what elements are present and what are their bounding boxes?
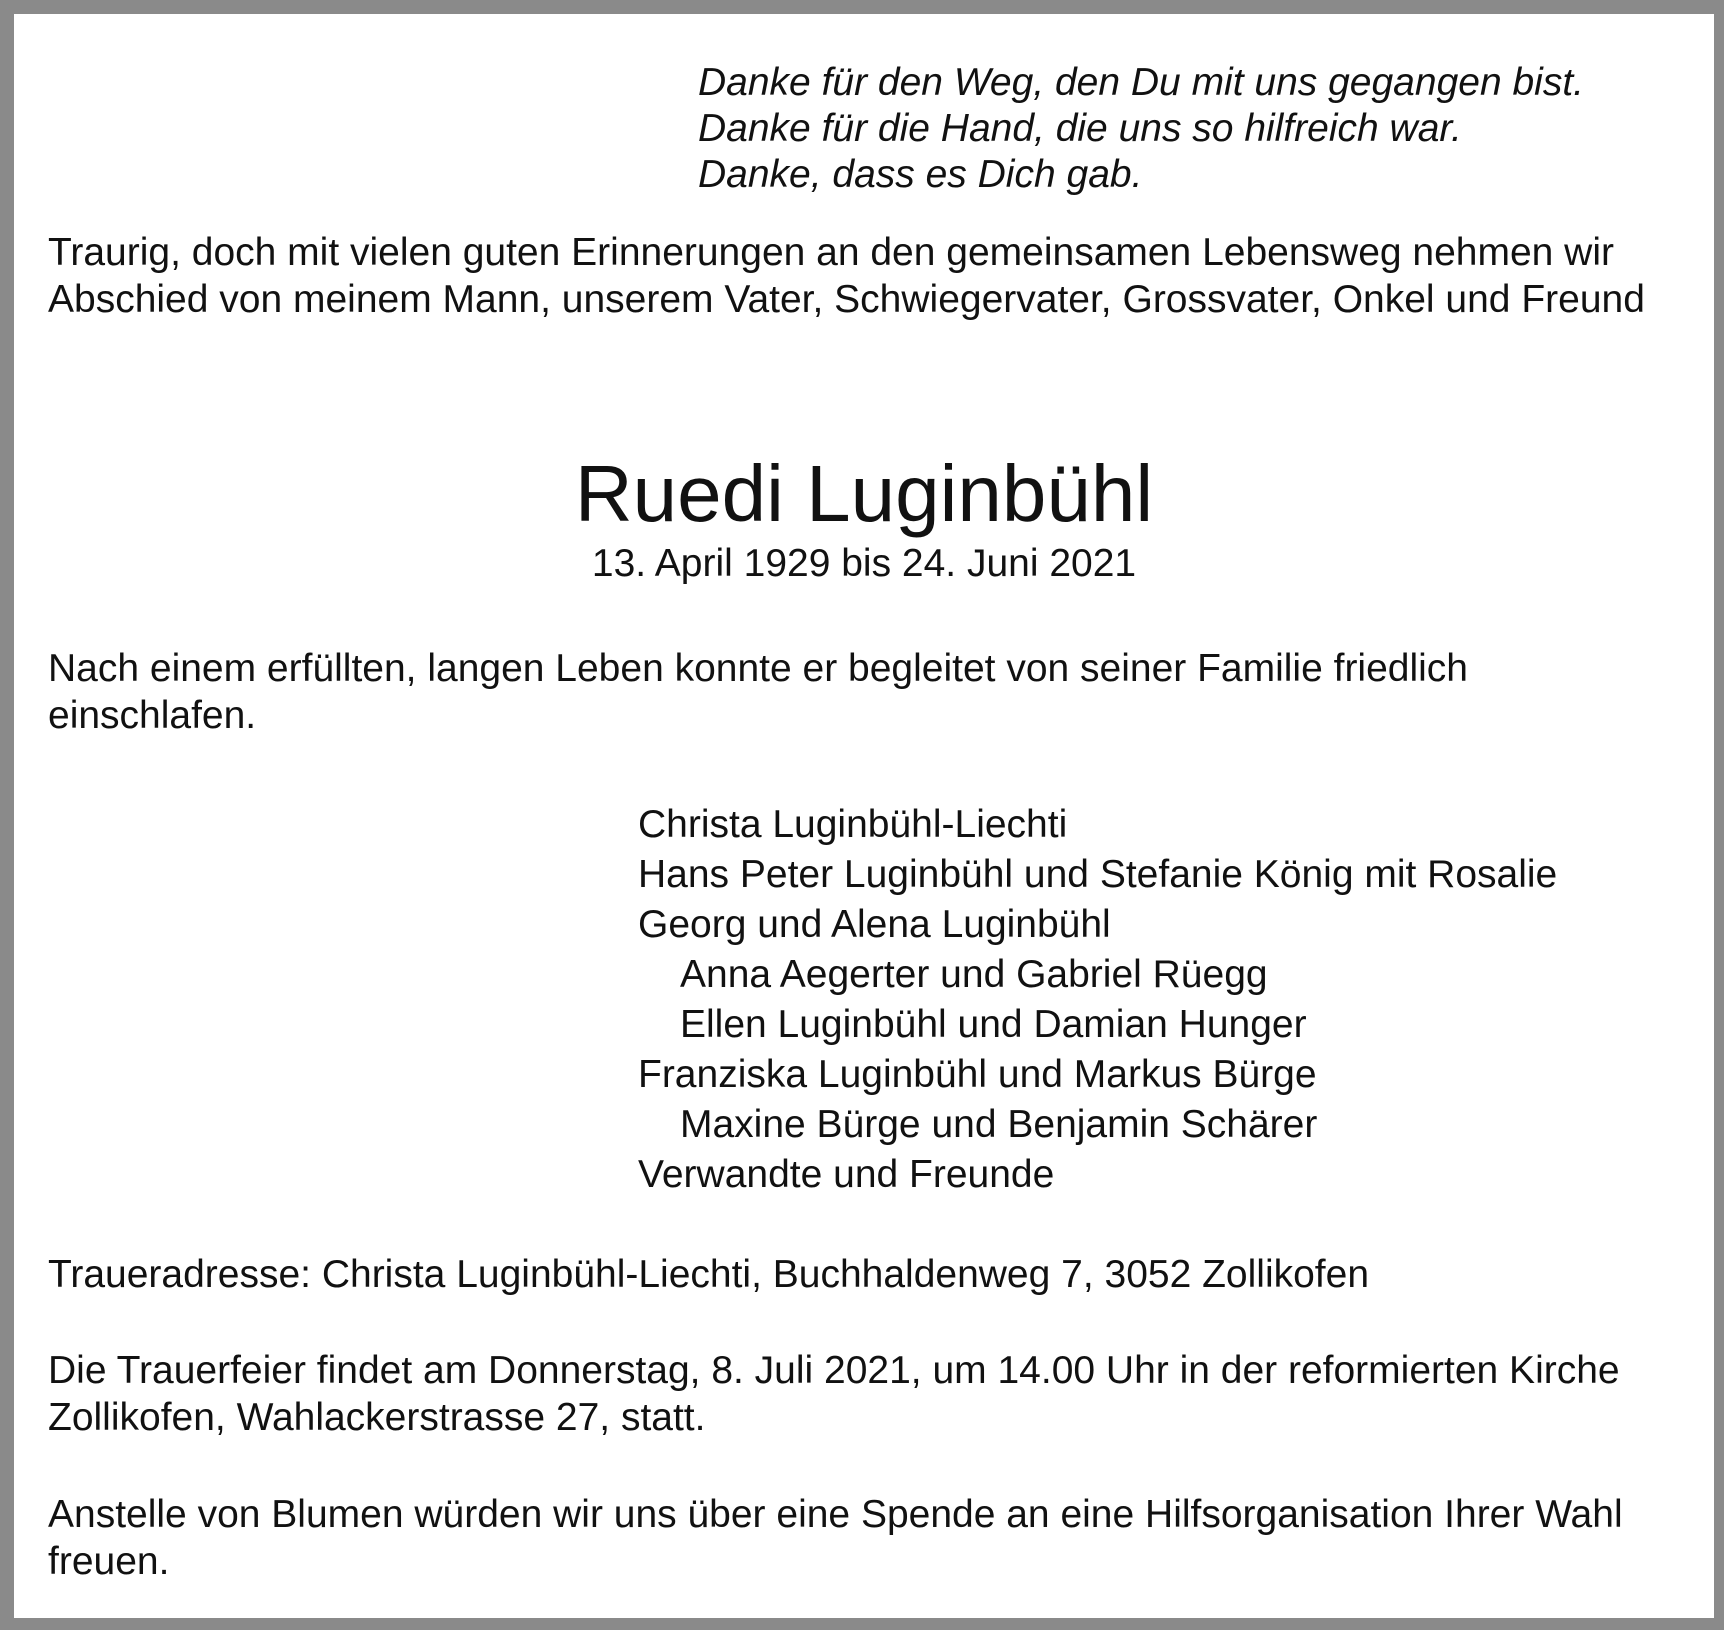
mourning-address: Traueradresse: Christa Luginbühl-Liechti, Buchhaldenweg 7, 3052 Zollikofen <box>48 1253 1370 1296</box>
verse-line: Danke, dass es Dich gab. <box>698 153 1143 196</box>
deceased-name: Ruedi Luginbühl <box>574 449 1154 538</box>
ceremony-info: Die Trauerfeier findet am Donnerstag, 8. Juli 2021, um 14.00 Uhr in der reformierten Kirche Zollikofen, Wahlackerstrasse 27, statt. <box>48 1349 1620 1439</box>
verse <box>698 60 1584 198</box>
mourner-grandchild: Maxine Bürge und Benjamin Schärer <box>680 1103 1318 1146</box>
passing-text: Nach einem erfüllten, langen Leben konnte er begleitet von seiner Familie friedlich einschlafen. <box>48 647 1468 737</box>
mourner-grandchild: Ellen Luginbühl und Damian Hunger <box>680 1003 1307 1046</box>
mourner: Verwandte und Freunde <box>638 1153 1055 1196</box>
mourner: Hans Peter Luginbühl und Stefanie König mit Rosalie <box>638 853 1558 896</box>
life-dates: 13. April 1929 bis 24. Juni 2021 <box>591 542 1137 585</box>
verse-line: Danke für den Weg, den Du mit uns gegangen bist. <box>698 61 1584 104</box>
mourners-list <box>638 800 1557 1200</box>
mourner: Christa Luginbühl-Liechti <box>638 803 1068 846</box>
verse-line: Danke für die Hand, die uns so hilfreich war. <box>698 107 1462 150</box>
mourner-grandchild: Anna Aegerter und Gabriel Rüegg <box>680 953 1268 996</box>
obituary-notice <box>14 14 1714 1618</box>
mourner: Georg und Alena Luginbühl <box>638 903 1111 946</box>
donation-note: Anstelle von Blumen würden wir uns über eine Spende an eine Hilfsorganisation Ihrer Wahl freuen. <box>48 1493 1623 1583</box>
intro-text: Traurig, doch mit vielen guten Erinnerungen an den gemeinsamen Lebensweg nehmen wir Abschied von meinem Mann, unserem Vater, Schwiegervater, Grossvater, Onkel und Freund <box>48 231 1645 321</box>
mourner: Franziska Luginbühl und Markus Bürge <box>638 1053 1317 1096</box>
